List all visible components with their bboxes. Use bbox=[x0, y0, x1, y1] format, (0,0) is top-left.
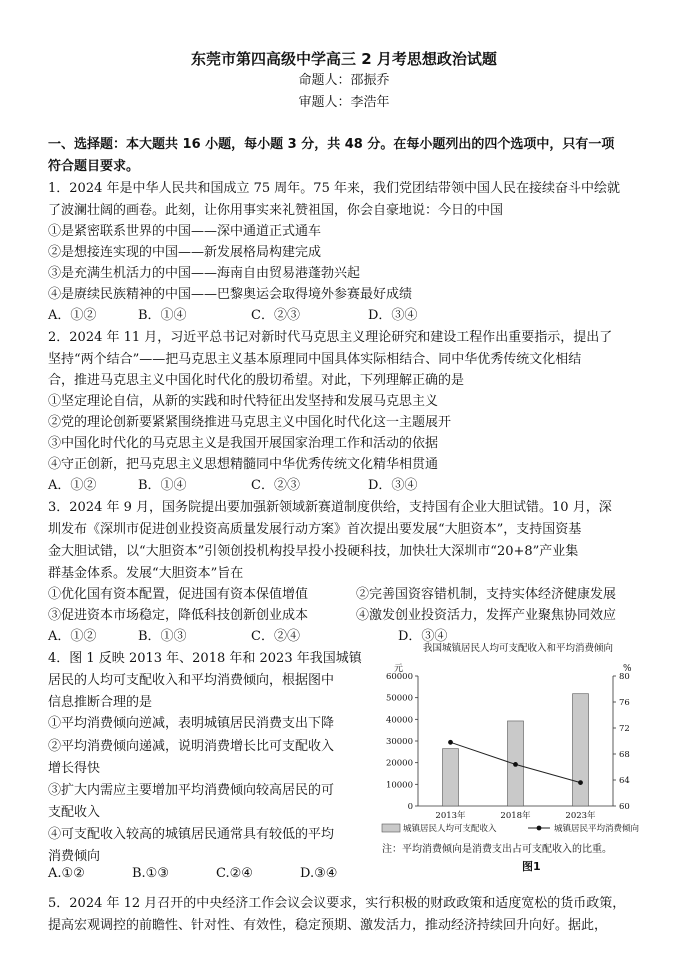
chart-left-tick-label: 50000 bbox=[385, 693, 413, 704]
author-line: 命题人：邵振乔 bbox=[298, 73, 390, 88]
q5-stem-1: 5．2024 年 12 月召开的中央经济工作会议会议要求，实行积极的财政政策和适度宽松的货币政策， bbox=[48, 896, 626, 911]
chart-left-unit: 元 bbox=[394, 664, 404, 674]
q3-stem-1: 3．2024 年 9 月，国务院提出要加强新领域新赛道制度供给，支持国有企业大胆试错。10 月，深 bbox=[48, 500, 612, 515]
reviewer-line: 审题人：李浩年 bbox=[298, 95, 390, 110]
q2-statement-3: ③中国化时代化的马克思主义是我国开展国家治理工作和活动的依据 bbox=[48, 436, 439, 451]
q2-option-c[interactable]: C．②③ bbox=[251, 478, 300, 493]
q2-statement-2: ②党的理论创新要紧紧围绕推进马克思主义中国化时代化这一主题展开 bbox=[48, 415, 452, 430]
chart-left-tick-label: 20000 bbox=[385, 758, 413, 769]
q4-option-d[interactable]: D.③④ bbox=[300, 866, 338, 881]
q4-statement-4b: 消费倾向 bbox=[48, 849, 101, 864]
legend-bar-swatch bbox=[382, 824, 400, 832]
q2-option-d[interactable]: D．③④ bbox=[368, 478, 418, 493]
q3-option-c[interactable]: C．②④ bbox=[251, 629, 300, 644]
q4-stem-3: 信息推断合理的是 bbox=[48, 695, 153, 710]
chart-bar bbox=[573, 694, 589, 806]
q4-statement-3a: ③扩大内需应主要增加平均消费倾向较高居民的可 bbox=[48, 783, 335, 798]
q1-option-a[interactable]: A．①② bbox=[48, 308, 97, 323]
q2-stem-2: 坚持“两个结合”——把马克思主义基本原理同中国具体实际相结合、同中华优秀传统文化相结 bbox=[48, 352, 582, 367]
q1-statement-4: ④是赓续民族精神的中国——巴黎奥运会取得境外参赛最好成绩 bbox=[48, 287, 413, 302]
chart-right-tick-label: 68 bbox=[619, 750, 630, 760]
chart-line-point bbox=[448, 740, 453, 745]
chart-line-point bbox=[578, 780, 583, 785]
chart-note: 注：平均消费倾向是消费支出占可支配收入的比重。 bbox=[382, 844, 612, 855]
q1-statement-1: ①是紧密联系世界的中国——深中通道正式通车 bbox=[48, 224, 322, 239]
q4-option-b[interactable]: B.①③ bbox=[132, 866, 169, 881]
q3-statement-3: ③促进资本市场稳定，降低科技创新创业成本 bbox=[48, 608, 309, 623]
chart-right-tick-label: 80 bbox=[619, 672, 630, 682]
q1-option-c[interactable]: C．②③ bbox=[251, 308, 300, 323]
q2-statement-4: ④守正创新，把马克思主义思想精髓同中华优秀传统文化精华相贯通 bbox=[48, 457, 439, 472]
chart-title: 我国城镇居民人均可支配收入和平均消费倾向 bbox=[422, 643, 614, 654]
chart-left-tick-label: 10000 bbox=[385, 780, 413, 791]
q1-statement-2: ②是想接连实现的中国——新发展格局构建完成 bbox=[48, 245, 322, 260]
chart-x-tick-label: 2018年 bbox=[500, 811, 531, 821]
chart-right-tick-label: 60 bbox=[619, 802, 630, 812]
chart-right-tick-label: 76 bbox=[619, 698, 630, 708]
chart-bar bbox=[443, 749, 459, 806]
q3-statement-1: ①优化国有资本配置，促进国有资本保值增值 bbox=[48, 587, 309, 602]
legend-line-marker bbox=[537, 826, 542, 831]
exam-title: 东莞市第四高级中学高三 2 月考思想政治试题 bbox=[191, 50, 497, 68]
q1-statement-3: ③是充满生机活力的中国——海南自由贸易港蓬勃兴起 bbox=[48, 266, 361, 281]
q3-stem-3: 金大胆试错，以“大胆资本”引领创投机构投早投小投硬科技，加快壮大深圳市“20+8”产业集 bbox=[48, 544, 579, 559]
q1-option-d[interactable]: D．③④ bbox=[368, 308, 418, 323]
chart-line-point bbox=[513, 762, 518, 767]
figure-caption: 图1 bbox=[522, 860, 541, 873]
q3-option-d[interactable]: D．③④ bbox=[398, 629, 448, 644]
section-intro-2: 符合题目要求。 bbox=[48, 159, 140, 174]
q2-stem-1: 2．2024 年 11 月，习近平总书记对新时代马克思主义理论研究和建设工程作出重要指示，提出了 bbox=[48, 330, 613, 345]
chart-right-tick-label: 72 bbox=[619, 724, 630, 734]
q2-option-b[interactable]: B．①④ bbox=[138, 478, 187, 493]
q4-statement-3b: 支配收入 bbox=[48, 805, 101, 820]
section-intro-1: 一、选择题：本大题共 16 小题，每小题 3 分，共 48 分。在每小题列出的四个选项中，只有一项 bbox=[48, 137, 615, 152]
q3-stem-4: 群基金体系。发展“大胆资本”旨在 bbox=[48, 566, 244, 581]
chart-x-tick-label: 2013年 bbox=[435, 811, 466, 821]
q2-statement-1: ①坚定理论自信，从新的实践和时代特征出发坚持和发展马克思主义 bbox=[48, 394, 439, 409]
figure-1-chart bbox=[368, 636, 668, 874]
chart-left-tick-label: 0 bbox=[407, 802, 413, 812]
chart-right-tick-label: 64 bbox=[619, 776, 630, 786]
q2-option-a[interactable]: A．①② bbox=[48, 478, 97, 493]
chart-left-tick-label: 30000 bbox=[385, 737, 413, 747]
q4-statement-2a: ②平均消费倾向递减，说明消费增长比可支配收入 bbox=[48, 739, 335, 754]
q3-statement-2: ②完善国资容错机制，支持实体经济健康发展 bbox=[356, 587, 617, 602]
q1-stem-1: 1．2024 年是中华人民共和国成立 75 周年。75 年来，我们党团结带领中国人民在接续奋斗中绘就 bbox=[48, 181, 620, 196]
q4-statement-2b: 增长得快 bbox=[48, 761, 101, 776]
chart-x-tick-label: 2023年 bbox=[565, 811, 596, 821]
q1-option-b[interactable]: B．①④ bbox=[138, 308, 187, 323]
q4-statement-4a: ④可支配收入较高的城镇居民通常具有较低的平均 bbox=[48, 827, 335, 842]
legend-bar-label: 城镇居民人均可支配收入 bbox=[403, 824, 497, 834]
q2-stem-3: 合，推进马克思主义中国化时代化的殷切希望。对此，下列理解正确的是 bbox=[48, 373, 465, 388]
q4-statement-1: ①平均消费倾向逆减，表明城镇居民消费支出下降 bbox=[48, 716, 335, 731]
q3-statement-4: ④激发创业投资活力，发挥产业聚焦协同效应 bbox=[356, 608, 617, 623]
q5-stem-2: 提高宏观调控的前瞻性、针对性、有效性，稳定预期、激发活力，推动经济持续回升向好。据此， bbox=[48, 918, 608, 933]
q4-stem-1: 4．图 1 反映 2013 年、2018 年和 2023 年我国城镇 bbox=[48, 651, 362, 666]
q3-stem-2: 圳发布《深圳市促进创业投资高质量发展行动方案》首次提出要发展“大胆资本”，支持国资基 bbox=[48, 522, 582, 537]
q4-option-c[interactable]: C.②④ bbox=[216, 866, 253, 881]
q4-option-a[interactable]: A.①② bbox=[48, 866, 85, 881]
q1-stem-2: 了波澜壮阔的画卷。此刻，让你用事实来礼赞祖国，你会自豪地说：今日的中国 bbox=[48, 203, 504, 218]
chart-right-unit: % bbox=[623, 664, 632, 674]
q3-option-a[interactable]: A．①② bbox=[48, 629, 97, 644]
legend-line-label: 城镇居民平均消费倾向 bbox=[554, 824, 640, 834]
chart-left-tick-label: 40000 bbox=[385, 715, 413, 726]
q4-stem-2: 居民的人均可支配收入和平均消费倾向，根据图中 bbox=[48, 673, 335, 688]
chart-left-tick-label: 60000 bbox=[385, 672, 413, 682]
q3-option-b[interactable]: B．①③ bbox=[138, 629, 187, 644]
